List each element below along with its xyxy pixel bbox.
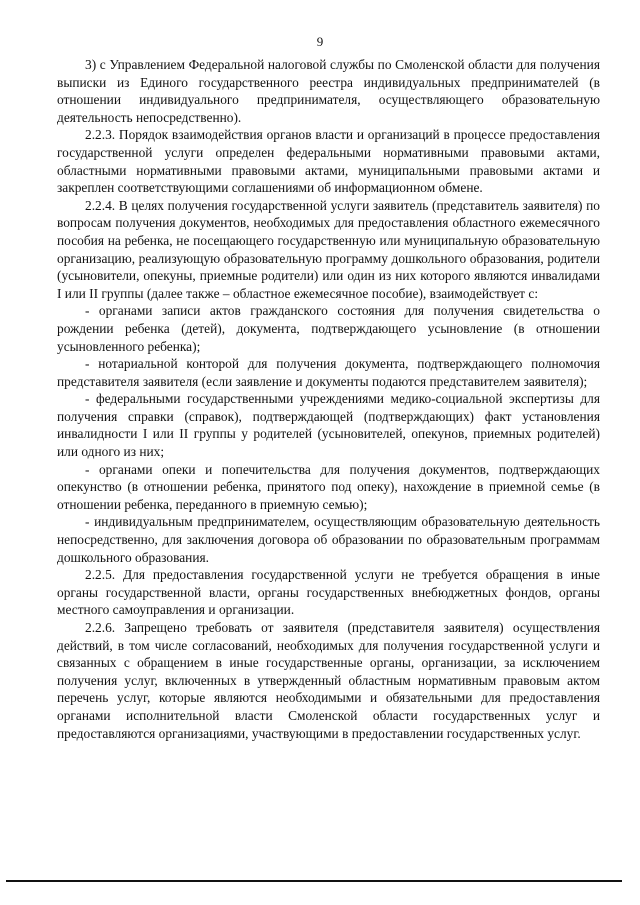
document-body [57,56,600,742]
list-item-entrepreneur: - индивидуальным предпринимателем, осуществляющим образовательную деятельность непосредственно, для заключения договора об образовании по образовательным программам дошкольного образования. [57,514,600,565]
paragraph-2-2-4: 2.2.4. В целях получения государственной услуги заявитель (представитель заявителя) по вопросам получения документов, необходимых для предоставления областного ежемесячного пособия на ребенка, не посещающего государственную или муниципальную образовательную организацию, реализующую образовательную программу дошкольного образования, родители (усыновители, опекуны, приемные родители) или один из них которого являются инвалидами I или II группы (далее также – областное ежемесячное пособие), взаимодействует с: [57,197,600,301]
paragraph-2-2-6: 2.2.6. Запрещено требовать от заявителя (представителя заявителя) осуществления действий, в том числе согласований, необходимых для получения государственной услуги и связанных с обращением в иные государственные органы, организации, за исключением получения услуг, включенных в утвержденный областным нормативным правовым актом перечень услуг, которые являются необходимыми и обязательными для предоставления органами исполнительной власти Смоленской области государственных услуг и предоставляются организациями, участвующими в предоставлении государственных услуг. [57,620,600,741]
list-item-guardianship: - органами опеки и попечительства для получения документов, подтверждающих опекунство (в отношении ребенка, принятого под опеку), нахождение в приемной семье (в отношении ребенка, переданного в приемную семью); [57,461,600,512]
paragraph-2-2-3: 2.2.3. Порядок взаимодействия органов власти и организаций в процессе предоставления государственной услуги определен федеральными нормативными правовыми актами, областными нормативными правовыми актами, муниципальными правовыми актами и закреплен соответствующими соглашениями об информационном обмене. [57,127,600,196]
list-item-civil-registry: - органами записи актов гражданского состояния для получения свидетельства о рождении ребенка (детей), документа, подтверждающего усыновление (в отношении усыновленного ребенка); [57,303,600,354]
list-item-medical-expertise: - федеральными государственными учреждениями медико-социальной экспертизы для получения справки (справок), подтверждающей (подтверждающих) факт установления инвалидности I или II группы у родителей (усыновителей, опекунов, приемных родителей) или одного из них; [57,391,600,460]
footer-rule [6,880,622,882]
paragraph-2-2-5: 2.2.5. Для предоставления государственной услуги не требуется обращения в иные органы государственной власти, органы государственных внебюджетных фондов, органы местного самоуправления и организации. [57,567,600,618]
page-number: 9 [316,34,324,49]
list-item-notary: - нотариальной конторой для получения документа, подтверждающего полномочия представителя заявителя (если заявление и документы подаются представителем заявителя); [57,356,600,389]
paragraph-clause-3: 3) с Управлением Федеральной налоговой службы по Смоленской области для получения выписки из Единого государственного реестра индивидуальных предпринимателей (в отношении индивидуального предпринимателя, осуществляющего образовательную деятельность непосредственно). [57,57,600,125]
